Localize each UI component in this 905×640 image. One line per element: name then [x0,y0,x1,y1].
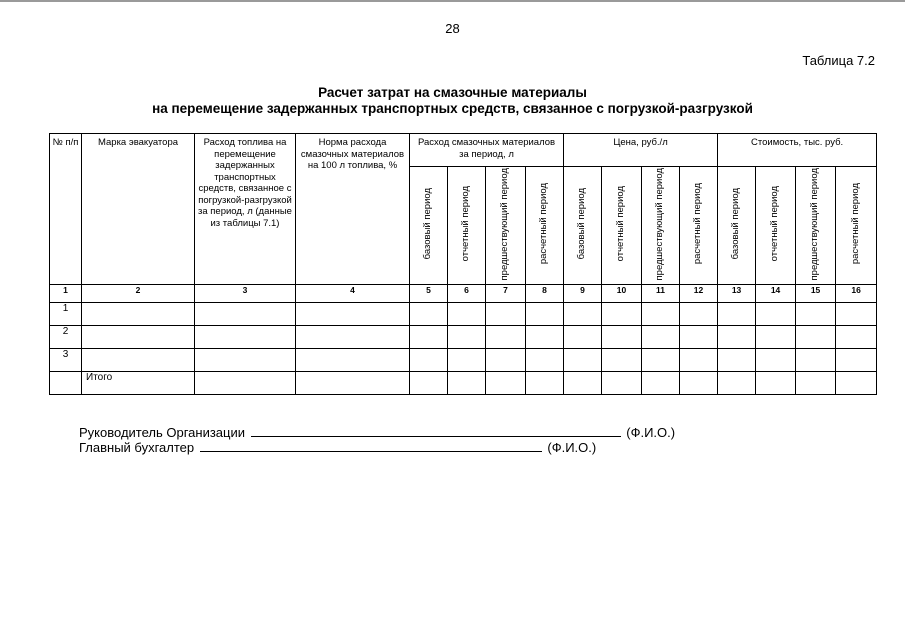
column-number: 4 [296,285,410,303]
signature-head [79,424,675,440]
header-period-cell [564,167,602,285]
signature-accountant-suffix: (Ф.И.О.) [547,440,597,455]
header-period-label: базовый период [422,188,434,260]
table-cell[interactable] [642,349,680,372]
cell-brand[interactable] [82,303,195,326]
table-cell[interactable] [486,303,526,326]
total-row [50,372,877,395]
header-period-cell [486,167,526,285]
signature-accountant-line[interactable] [200,439,542,452]
table-cell[interactable] [296,372,410,395]
header-period-label: отчетный период [769,186,781,262]
row-number: 2 [50,326,82,349]
table-cell[interactable] [448,303,486,326]
table-cell[interactable] [836,349,877,372]
table-cell[interactable] [564,303,602,326]
table-cell[interactable] [486,326,526,349]
table-cell[interactable] [526,349,564,372]
header-row-1 [50,134,877,167]
table-cell[interactable] [448,349,486,372]
header-brand: Марка эвакуатора [82,134,195,285]
column-number: 5 [410,285,448,303]
header-period-cell [642,167,680,285]
table-row [50,349,877,372]
total-label: Итого [82,372,195,395]
table-label: Таблица 7.2 [802,53,875,68]
table-cell[interactable] [448,372,486,395]
header-period-cell [410,167,448,285]
signature-head-suffix: (Ф.И.О.) [626,425,676,440]
table-cell[interactable] [526,303,564,326]
table-cell[interactable] [602,349,642,372]
table-cell[interactable] [564,349,602,372]
cell-fuel[interactable] [195,303,296,326]
header-period-cell [680,167,718,285]
table-cell[interactable] [602,303,642,326]
column-number: 8 [526,285,564,303]
table-cell[interactable] [410,303,448,326]
table-cell[interactable] [486,372,526,395]
column-number: 6 [448,285,486,303]
cell-norm[interactable] [296,326,410,349]
document-title-line2: на перемещение задержанных транспортных средств, связанное с погрузкой-разгрузкой [152,101,753,116]
table-cell[interactable] [836,372,877,395]
table-cell[interactable] [796,372,836,395]
signature-accountant-label: Главный бухгалтер [79,440,195,455]
column-number: 14 [756,285,796,303]
table-cell[interactable] [756,303,796,326]
table-cell [50,372,82,395]
header-group-cost: Стоимость, тыс. руб. [718,134,877,167]
table-cell[interactable] [836,326,877,349]
table-cell[interactable] [642,303,680,326]
table-cell[interactable] [756,372,796,395]
page-top-border [0,0,905,2]
signature-head-line[interactable] [251,424,621,437]
table-cell[interactable] [410,372,448,395]
table-cell[interactable] [796,349,836,372]
table-cell[interactable] [486,349,526,372]
cell-norm[interactable] [296,303,410,326]
page-number: 28 [445,21,460,36]
header-period-cell [526,167,564,285]
header-period-cell [836,167,877,285]
header-period-cell [756,167,796,285]
cost-table [49,133,877,395]
header-num: № п/п [50,134,82,285]
table-cell[interactable] [718,326,756,349]
cell-norm[interactable] [296,349,410,372]
header-fuel: Расход топлива на перемещение задержанных транспортных средств, связанное с погрузкой-разгрузкой за период, л (данные из таблицы 7.1) [195,134,296,285]
signature-accountant [79,439,596,455]
column-number: 10 [602,285,642,303]
column-number: 16 [836,285,877,303]
header-period-label: отчетный период [460,186,472,262]
table-cell[interactable] [410,349,448,372]
column-number: 13 [718,285,756,303]
document-title-line1: Расчет затрат на смазочные материалы [318,85,587,100]
table-cell[interactable] [526,372,564,395]
table-cell[interactable] [680,349,718,372]
cell-brand[interactable] [82,349,195,372]
signature-head-label: Руководитель Организации [79,425,245,440]
table-cell[interactable] [410,326,448,349]
table-cell[interactable] [680,303,718,326]
column-number: 3 [195,285,296,303]
row-number: 1 [50,303,82,326]
column-number: 9 [564,285,602,303]
table-cell[interactable] [796,326,836,349]
header-period-label: расчетный период [538,183,550,265]
header-period-label: отчетный период [615,186,627,262]
column-number: 2 [82,285,195,303]
header-group-lubricant: Расход смазочных материалов за период, л [410,134,564,167]
table-cell[interactable] [718,303,756,326]
header-period-cell [448,167,486,285]
table-cell[interactable] [718,349,756,372]
header-group-price: Цена, руб./л [564,134,718,167]
table-cell[interactable] [526,326,564,349]
table-cell[interactable] [756,349,796,372]
table-cell[interactable] [602,326,642,349]
header-period-label: расчетный период [692,183,704,265]
table-cell[interactable] [642,326,680,349]
header-period-label: предшествующий период [809,167,821,280]
cell-fuel[interactable] [195,326,296,349]
table-cell[interactable] [602,372,642,395]
table-row [50,326,877,349]
column-number: 1 [50,285,82,303]
header-period-label: базовый период [730,188,742,260]
table-cell[interactable] [796,303,836,326]
table-cell[interactable] [564,372,602,395]
table-cell[interactable] [680,372,718,395]
header-period-cell [602,167,642,285]
table-cell[interactable] [680,326,718,349]
row-number: 3 [50,349,82,372]
table-cell[interactable] [718,372,756,395]
table-cell[interactable] [756,326,796,349]
header-period-label: предшествующий период [499,167,511,280]
cell-brand[interactable] [82,326,195,349]
column-number: 7 [486,285,526,303]
column-number: 15 [796,285,836,303]
column-number: 12 [680,285,718,303]
table-cell[interactable] [836,303,877,326]
header-period-label: базовый период [576,188,588,260]
column-number: 11 [642,285,680,303]
table-cell[interactable] [448,326,486,349]
table-row [50,303,877,326]
header-period-cell [796,167,836,285]
header-period-cell [718,167,756,285]
header-period-label: расчетный период [849,183,861,265]
cell-fuel[interactable] [195,349,296,372]
column-number-row [50,285,877,303]
header-period-label: предшествующий период [654,167,666,280]
table-cell[interactable] [564,326,602,349]
table-cell[interactable] [195,372,296,395]
table-cell[interactable] [642,372,680,395]
header-norm: Норма расхода смазочных материалов на 100 л топлива, % [296,134,410,285]
